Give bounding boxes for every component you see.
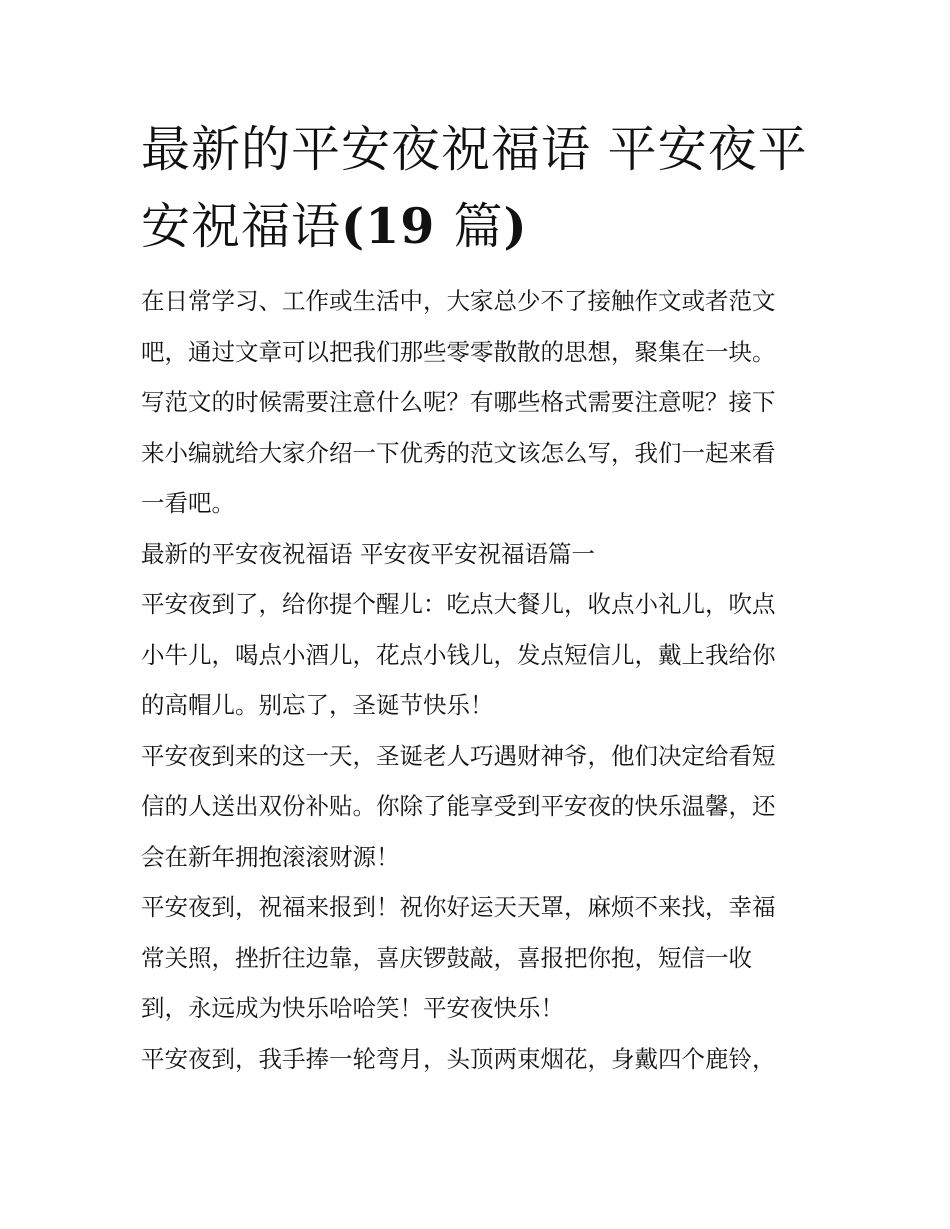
title-line-2-prefix: 安祝福语: [141, 198, 342, 255]
body-line: 平安夜到，我手捧一轮弯月，头顶两束烟花，身戴四个鹿铃，: [141, 1044, 776, 1073]
title-line-1: 最新的平安夜祝福语 平安夜平: [141, 121, 808, 178]
body-line: 信的人送出双份补贴。你除了能享受到平安夜的快乐温馨，还: [141, 792, 776, 820]
body-line: 写范文的时候需要注意什么呢？有哪些格式需要注意呢？接下: [141, 388, 776, 416]
body-line: 在日常学习、工作或生活中，大家总少不了接触作文或者范文: [141, 287, 776, 315]
body-line: 平安夜到了，给你提个醒儿：吃点大餐儿，收点小礼儿，吹点: [141, 590, 776, 618]
title-line-2-close: ): [503, 197, 528, 255]
document-title: [141, 112, 821, 265]
section-heading: 最新的平安夜祝福语 平安夜平安祝福语篇一: [141, 539, 595, 568]
body-line: 到，永远成为快乐哈哈笑！平安夜快乐！: [141, 994, 564, 1022]
document-body: [141, 276, 821, 1084]
body-line: 常关照，挫折往边靠，喜庆锣鼓敲，喜报把你抱，短信一收: [141, 943, 752, 972]
body-line: 平安夜到来的这一天，圣诞老人巧遇财神爷，他们决定给看短: [141, 741, 776, 770]
body-line: 来小编就给大家介绍一下优秀的范文该怎么写，我们一起来看: [141, 438, 776, 467]
title-line-2-suffix: 篇: [453, 198, 504, 255]
body-line: 吧，通过文章可以把我们那些零零散散的思想，聚集在一块。: [141, 337, 776, 366]
body-line: 一看吧。: [141, 489, 235, 517]
body-line: 平安夜到，祝福来报到！祝你好运天天罩，麻烦不来找，幸福: [141, 893, 776, 921]
body-line: 的高帽儿。别忘了，圣诞节快乐！: [141, 691, 494, 719]
body-line: 小牛儿，喝点小酒儿，花点小钱儿，发点短信儿，戴上我给你: [141, 640, 776, 669]
body-line: 会在新年拥抱滚滚财源！: [141, 842, 400, 871]
title-line-2-count: (19: [341, 197, 454, 255]
